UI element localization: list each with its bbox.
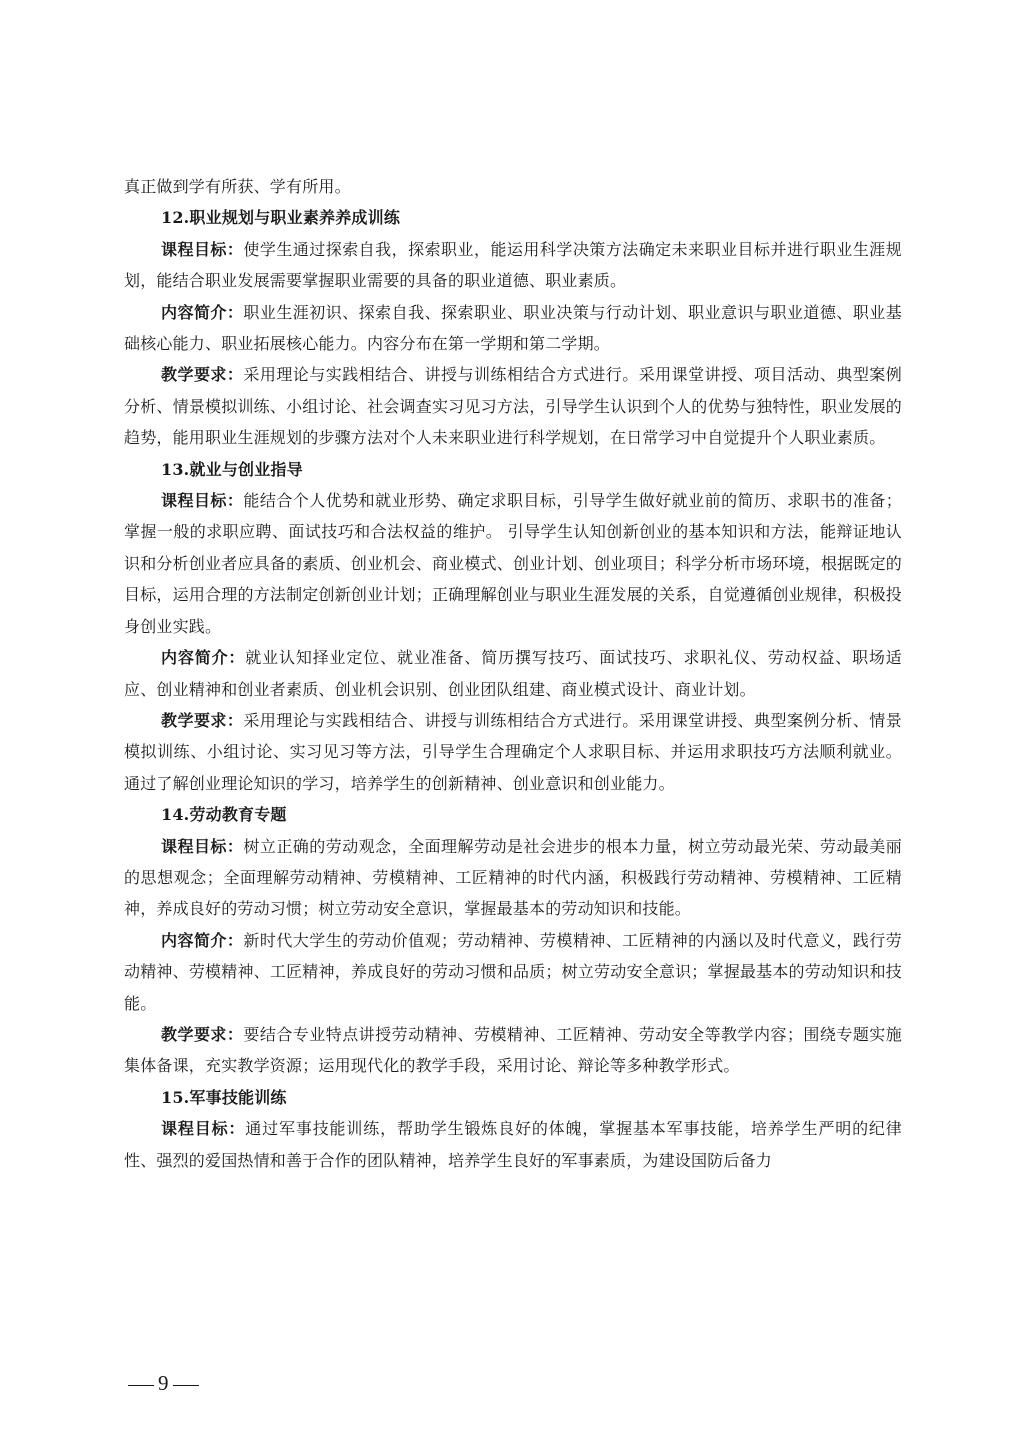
paragraph-text: 采用理论与实践相结合、讲授与训练相结合方式进行。采用课堂讲授、项目活动、典型案例分析、情景模拟训练、小组讨论、社会调查实习见习方法，引导学生认识到个人的优势与独特性，职业发展的趋势，能用职业生涯规划的步骤方法对个人未来职业进行科学规划，在日常学习中自觉提升个人职业素质。 xyxy=(124,365,902,448)
page-number: 9 xyxy=(158,1371,169,1395)
section-heading-15: 15.军事技能训练 xyxy=(161,1087,287,1107)
paragraph-course-goal-15 xyxy=(124,1113,902,1176)
section-heading-14: 14.劳动教育专题 xyxy=(161,805,287,825)
label: 课程目标： xyxy=(161,836,244,856)
label: 课程目标： xyxy=(161,1119,246,1139)
label: 教学要求： xyxy=(161,710,244,730)
paragraph-text: 树立正确的劳动观念，全面理解劳动是社会进步的根本力量，树立劳动最光荣、劳动最美丽的思想观念；全面理解劳动精神、劳模精神、工匠精神的时代内涵，积极践行劳动精神、劳模精神、工匠精神，养成良好的劳动习惯；树立劳动安全意识，掌握最基本的劳动知识和技能。 xyxy=(124,836,902,919)
document-body xyxy=(124,171,902,1176)
footer-dash-right xyxy=(173,1385,199,1386)
paragraph-content-intro-14 xyxy=(124,925,902,1019)
label: 教学要求： xyxy=(161,1024,244,1044)
paragraph-text: 能结合个人优势和就业形势、确定求职目标，引导学生做好就业前的简历、求职书的准备；掌握一般的求职应聘、面试技巧和合法权益的维护。 引导学生认知创新创业的基本知识和方法，能辩证地认识和分析创业者应具备的素质、创业机会、商业模式、创业计划、创业项目；科学分析市场环境，根据既定的目标，运用合理的方法制定创新创业计划；正确理解创业与职业生涯发展的关系，自觉遵循创业规律，积极投身创业实践。 xyxy=(124,491,902,636)
page-footer xyxy=(124,1368,203,1398)
paragraph-teaching-req-13 xyxy=(124,705,902,799)
paragraph-teaching-req-14 xyxy=(124,1019,902,1082)
paragraph-course-goal-12 xyxy=(124,234,902,297)
paragraph-text: 要结合专业特点讲授劳动精神、劳模精神、工匠精神、劳动安全等教学内容；围绕专题实施集体备课，充实教学资源；运用现代化的教学手段，采用讨论、辩论等多种教学形式。 xyxy=(124,1024,902,1076)
paragraph-text: 使学生通过探索自我，探索职业，能运用科学决策方法确定未来职业目标并进行职业生涯规划，能结合职业发展需要掌握职业需要的具备的职业道德、职业素质。 xyxy=(124,239,902,291)
label: 内容简介： xyxy=(161,302,244,322)
label: 课程目标： xyxy=(161,239,244,259)
paragraph-text: 职业生涯初识、探索自我、探索职业、职业决策与行动计划、职业意识与职业道德、职业基础核心能力、职业拓展核心能力。内容分布在第一学期和第二学期。 xyxy=(124,302,902,354)
label: 教学要求： xyxy=(161,365,244,385)
section-heading-12: 12.职业规划与职业素养养成训练 xyxy=(161,208,401,228)
paragraph-content-intro-12 xyxy=(124,297,902,360)
label: 内容简介： xyxy=(161,930,244,950)
label: 内容简介： xyxy=(161,648,246,668)
label: 课程目标： xyxy=(161,491,244,511)
footer-dash-left xyxy=(128,1385,154,1386)
paragraph-text: 采用理论与实践相结合、讲授与训练相结合方式进行。采用课堂讲授、典型案例分析、情景模拟训练、小组讨论、实习见习等方法，引导学生合理确定个人求职目标、并运用求职技巧方法顺利就业。 通过了解创业理论知识的学习，培养学生的创新精神、创业意识和创业能力。 xyxy=(124,710,902,793)
paragraph-text: 就业认知择业定位、就业准备、简历撰写技巧、面试技巧、求职礼仪、劳动权益、职场适应、创业精神和创业者素质、创业机会识别、创业团队组建、商业模式设计、商业计划。 xyxy=(124,648,902,699)
paragraph-continuation: 真正做到学有所获、学有所用。 xyxy=(124,177,351,196)
paragraph-course-goal-14 xyxy=(124,831,902,925)
paragraph-teaching-req-12 xyxy=(124,359,902,453)
paragraph-content-intro-13 xyxy=(124,642,902,705)
paragraph-text: 新时代大学生的劳动价值观；劳动精神、劳模精神、工匠精神的内涵以及时代意义，践行劳动精神、劳模精神、工匠精神，养成良好的劳动习惯和品质；树立劳动安全意识；掌握最基本的劳动知识和技能。 xyxy=(124,930,902,1013)
paragraph-course-goal-13 xyxy=(124,485,902,642)
paragraph-text: 通过军事技能训练，帮助学生锻炼良好的体魄，掌握基本军事技能，培养学生严明的纪律性、强烈的爱国热情和善于合作的团队精神，培养学生良好的军事素质，为建设国防后备力 xyxy=(124,1119,902,1170)
section-heading-13: 13.就业与创业指导 xyxy=(161,459,303,479)
